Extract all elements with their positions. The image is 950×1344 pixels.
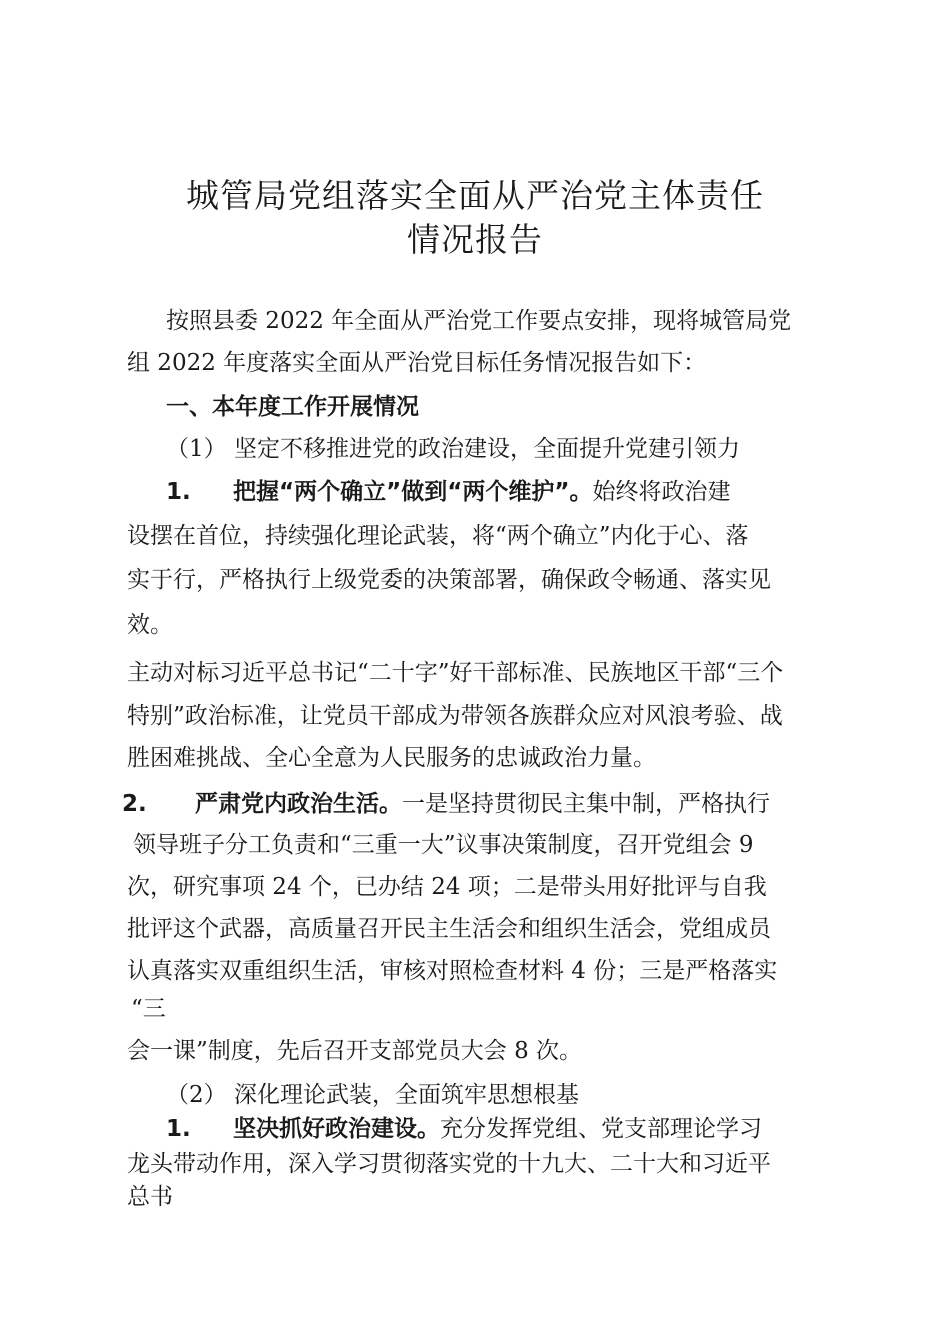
item-3-line-3: 总书 xyxy=(127,1184,173,1210)
item-3-number: 1. xyxy=(166,1116,191,1142)
item-2-line-2: 领导班子分工负责和“三重一大”议事决策制度，召开党组会 9 xyxy=(133,832,754,858)
section-heading-1: 一、本年度工作开展情况 xyxy=(166,394,419,420)
document-title-line-1: 城管局党组落实全面从严治党主体责任 xyxy=(186,176,764,215)
item-3-text: 充分发挥党组、党支部理论学习 xyxy=(440,1116,762,1142)
item-2-line-7: 会一课”制度，先后召开支部党员大会 8 次。 xyxy=(127,1038,583,1064)
item-1-line-3: 实于行，严格执行上级党委的决策部署，确保政令畅通、落实见 xyxy=(127,567,771,593)
paragraph-b-line-2: 特别”政治标准，让党员干部成为带领各族群众应对风浪考验、战 xyxy=(127,703,783,729)
item-1-bold-heading: 把握“两个确立”做到“两个维护”。 xyxy=(233,479,593,505)
paragraph-b-line-1: 主动对标习近平总书记“二十字”好干部标准、民族地区干部“三个 xyxy=(127,660,784,686)
item-3-line-2: 龙头带动作用，深入学习贯彻落实党的十九大、二十大和习近平 xyxy=(127,1151,771,1177)
item-2-line-6: “三 xyxy=(131,996,166,1022)
item-1-line-1 xyxy=(166,475,730,509)
item-3-line-1 xyxy=(166,1112,762,1146)
item-1-number: 1. xyxy=(166,479,191,505)
item-2-number: 2. xyxy=(122,791,147,817)
item-2-line-5: 认真落实双重组织生活，审核对照检查材料 4 份；三是严格落实 xyxy=(127,958,778,984)
paragraph-b-line-3: 胜困难挑战、全心全意为人民服务的忠诚政治力量。 xyxy=(127,745,656,771)
item-2-text: 一是坚持贯彻民主集中制，严格执行 xyxy=(402,791,770,817)
item-2-line-3: 次，研究事项 24 个，已办结 24 项；二是带头用好批评与自我 xyxy=(127,874,767,900)
item-1-line-2: 设摆在首位，持续强化理论武装，将“两个确立”内化于心、落 xyxy=(127,523,749,549)
item-3-bold-heading: 坚决抓好政治建设。 xyxy=(233,1116,440,1142)
item-1-line-4: 效。 xyxy=(127,612,173,638)
subsection-heading-2: （2） 深化理论武装，全面筑牢思想根基 xyxy=(166,1082,579,1108)
intro-paragraph-line-1: 按照县委 2022 年全面从严治党工作要点安排，现将城管局党 xyxy=(166,308,792,334)
item-2-line-4: 批评这个武器，高质量召开民主生活会和组织生活会，党组成员 xyxy=(127,916,771,942)
item-2-line-1 xyxy=(122,787,770,821)
subsection-heading-1: （1） 坚定不移推进党的政治建设，全面提升党建引领力 xyxy=(166,436,740,462)
item-1-text: 始终将政治建 xyxy=(592,479,731,505)
item-2-bold-heading: 严肃党内政治生活。 xyxy=(195,791,402,817)
document-title-line-2: 情况报告 xyxy=(407,220,543,259)
intro-paragraph-line-2: 组 2022 年度落实全面从严治党目标任务情况报告如下： xyxy=(127,350,707,376)
